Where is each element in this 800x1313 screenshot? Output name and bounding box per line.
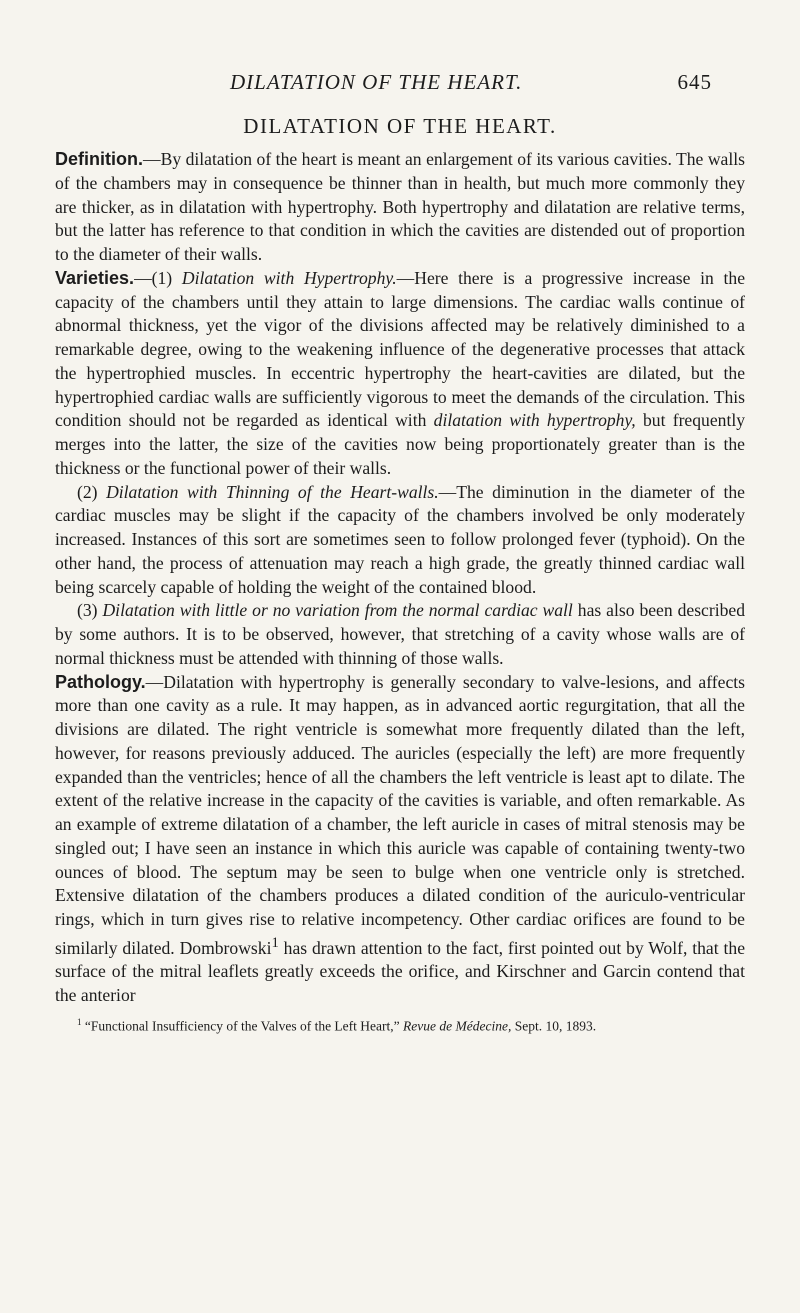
variety-1-title: Dilatation with Hypertrophy. xyxy=(181,267,397,288)
variety-3-title: Dilatation with little or no variation from the normal cardiac wall xyxy=(102,600,573,621)
page-number: 645 xyxy=(677,70,712,94)
variety-3-text: has also been described by some authors. It is to be observed, however, that stretching of a cavity whose walls are of normal thickness must be attended with thinning of those walls. xyxy=(55,600,746,668)
variety-3-label: (3) xyxy=(77,600,103,621)
footnote-journal: Revue de Médecine, xyxy=(403,1018,512,1034)
footnote-reference: 1 xyxy=(271,934,279,951)
varieties-paragraph xyxy=(55,267,745,481)
variety-1-italic: dilatation with hypertrophy, xyxy=(433,410,636,431)
pathology-paragraph xyxy=(55,671,745,1008)
footnote-text-b: Sept. 10, 1893. xyxy=(511,1018,597,1034)
definition-heading: Definition. xyxy=(55,149,143,169)
pathology-text-b: has drawn attention to the fact, first pointed out by Wolf, that the surface of the mitral leaflets greatly exceeds the orifice, and Kirschner and Garcin contend that the anterior xyxy=(55,937,746,1006)
running-title: DILATATION OF THE HEART. xyxy=(230,70,523,94)
pathology-heading: Pathology. xyxy=(55,671,146,692)
variety-3-paragraph xyxy=(55,599,745,670)
chapter-title: DILATATION OF THE HEART. xyxy=(243,114,557,138)
variety-1-text-b: but frequently merges into the latter, the size of the cavities now being proportionately greater than is the thickness or the functional power of their walls. xyxy=(55,410,746,478)
variety-2-label: (2) xyxy=(77,481,107,502)
footnote-marker: 1 xyxy=(77,1016,82,1027)
pathology-text-a: —Dilatation with hypertrophy is generally secondary to valve-lesions, and affects more than one cavity as a rule. It may happen, as in advanced aortic regurgitation, that all the divisions are dilated. The right ventricle is somewhat more frequently dilated than the left, however, for reasons previously adduced. The auricles (especially the left) are more frequently expanded than the ventricles; hence of all the chambers the left ventricle is least apt to dilate. The extent of the relative increase in the capacity of the cavities is variable, and often remarkable. As an example of extreme dilatation of a chamber, the left auricle in cases of mitral stenosis may be singled out; I have seen an instance in which this auricle was capable of containing twenty-two ounces of blood. The septum may be seen to bulge when one ventricle only is stretched. Extensive dilatation of the chambers produces a dilated condition of the auriculo-ventricular rings, which in turn gives rise to relative incompetency. Other cardiac orifices are found to be similarly dilated. Dombrowski xyxy=(55,671,745,958)
variety-2-paragraph xyxy=(55,481,745,600)
varieties-heading: Varieties. xyxy=(55,267,135,288)
footnote-text-a: “Functional Insufficiency of the Valves of the Left Heart,” xyxy=(81,1018,404,1034)
text-block xyxy=(55,114,745,1034)
footnote xyxy=(55,1014,745,1035)
variety-2-title: Dilatation with Thinning of the Heart-walls. xyxy=(106,481,439,502)
definition-text: —By dilatation of the heart is meant an enlargement of its various cavities. The walls of the chambers may in consequence be thinner than in health, but much more commonly they are thicker, as in dilatation with hypertrophy. Both hypertrophy and dilatation are relative terms, but the latter has reference to that condition in which the cavities are distended out of proportion to the diameter of their walls. xyxy=(55,149,745,264)
variety-1-text-a: —Here there is a progressive increase in the capacity of the chambers until they attain to large dimensions. The cardiac walls continue of abnormal thickness, yet the vigor of the divisions affected may be relatively diminished to a remarkable degree, owing to the weakening influence of the degenerative processes that attack the hypertrophied muscles. In eccentric hypertrophy the heart-cavities are dilated, but the hypertrophied cardiac walls are sufficiently vigorous to meet the demands of the circulation. This condition should not be regarded as identical with xyxy=(55,267,745,431)
variety-1-label: —(1) xyxy=(134,267,182,288)
definition-paragraph xyxy=(55,148,745,267)
variety-2-text: —The diminution in the diameter of the cardiac muscles may be slight if the capacity of the chambers involved be only moderately increased. Instances of this sort are sometimes seen to follow prolonged fever (typhoid). On the other hand, the process of attenuation may reach a high grade, the greatly thinned cardiac wall being scarcely capable of holding the weight of the contained blood. xyxy=(55,481,745,597)
